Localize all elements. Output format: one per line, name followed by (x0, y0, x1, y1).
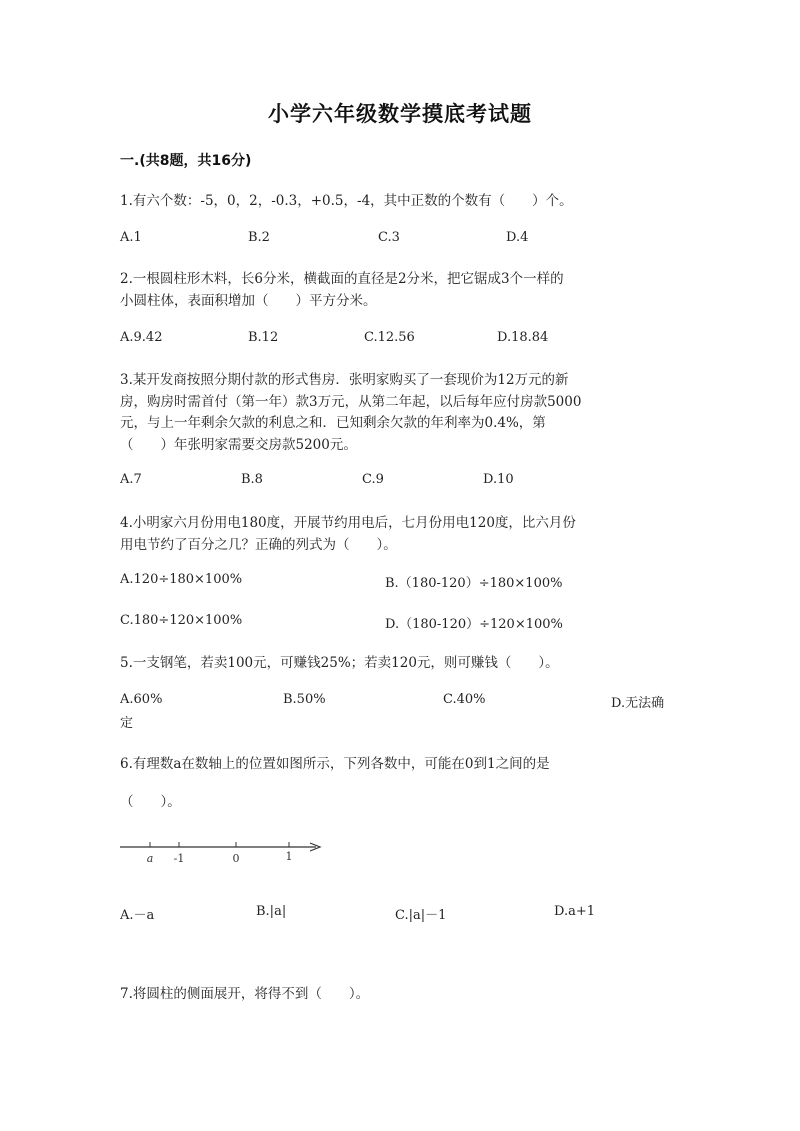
q2-option-b: B.12 (248, 330, 279, 345)
question-3-line-4: （ ）年张明家需要交房款5200元。 (120, 437, 357, 453)
question-4-line-2: 用电节约了百分之几？正确的列式为（ ）。 (120, 537, 397, 553)
q6-option-a: A.－a (120, 908, 155, 923)
q1-option-b: B.2 (248, 230, 270, 245)
q6-option-c: C.|a|－1 (395, 908, 447, 923)
question-3-line-1: 3.某开发商按照分期付款的形式售房．张明家购买了一套现价为12万元的新 (120, 372, 569, 388)
question-1-text: 1.有六个数：-5，0，2，-0.3，+0.5，-4，其中正数的个数有（ ）个。 (120, 193, 573, 209)
question-3-line-3: 元，与上一年剩余欠款的利息之和．已知剩余欠款的年利率为0.4%，第 (120, 415, 546, 431)
question-3-line-2: 房，购房时需首付（第一年）款3万元，从第二年起，以后每年应付房款5000 (120, 394, 582, 410)
section-header: 一.(共8题，共16分) (120, 153, 252, 169)
q6-option-b: B.|a| (256, 904, 287, 919)
q1-option-d: D.4 (506, 230, 529, 245)
q2-option-d: D.18.84 (497, 330, 549, 345)
axis-label-zero: 0 (232, 852, 240, 865)
q3-option-d: D.10 (483, 472, 514, 487)
question-2-line-1: 2.一根圆柱形木料，长6分米，横截面的直径是2分米，把它锯成3个一样的 (120, 271, 564, 287)
question-6-line-2: （ ）。 (120, 794, 181, 810)
axis-label-one: 1 (285, 850, 293, 863)
question-2-line-2: 小圆柱体，表面积增加（ ）平方分米。 (120, 293, 377, 309)
q4-option-a: A.120÷180×100% (120, 572, 243, 587)
q4-option-c: C.180÷120×100% (120, 613, 243, 628)
q3-option-a: A.7 (120, 472, 142, 487)
q5-option-d: D.无法确 (611, 696, 665, 711)
q5-option-a: A.60% (120, 692, 163, 707)
question-6-line-1: 6.有理数a在数轴上的位置如图所示，下列各数中，可能在0到1之间的是 (120, 756, 550, 772)
q5-option-c: C.40% (443, 692, 486, 707)
q6-option-d: D.a+1 (554, 904, 596, 919)
q4-option-b: B.（180-120）÷180×100% (385, 576, 563, 591)
axis-label-neg-one: -1 (173, 852, 185, 865)
q1-option-c: C.3 (378, 230, 400, 245)
question-7-text: 7.将圆柱的侧面展开，将得不到（ ）。 (120, 986, 370, 1002)
q5-option-d-wrap: 定 (120, 716, 134, 731)
q4-option-d: D.（180-120）÷120×100% (385, 617, 563, 632)
q2-option-a: A.9.42 (120, 330, 163, 345)
q3-option-c: C.9 (362, 472, 384, 487)
q1-option-a: A.1 (120, 230, 142, 245)
question-5-text: 5.一支钢笔，若卖100元，可赚钱25%；若卖120元，则可赚钱（ ）。 (120, 655, 559, 671)
q3-option-b: B.8 (241, 472, 263, 487)
q2-option-c: C.12.56 (364, 330, 415, 345)
question-4-line-1: 4.小明家六月份用电180度，开展节约用电后，七月份用电120度，比六月份 (120, 515, 576, 531)
q5-option-b: B.50% (283, 692, 326, 707)
axis-label-a: a (146, 852, 154, 865)
page-title: 小学六年级数学摸底考试题 (268, 102, 532, 126)
number-line-figure (118, 836, 328, 868)
